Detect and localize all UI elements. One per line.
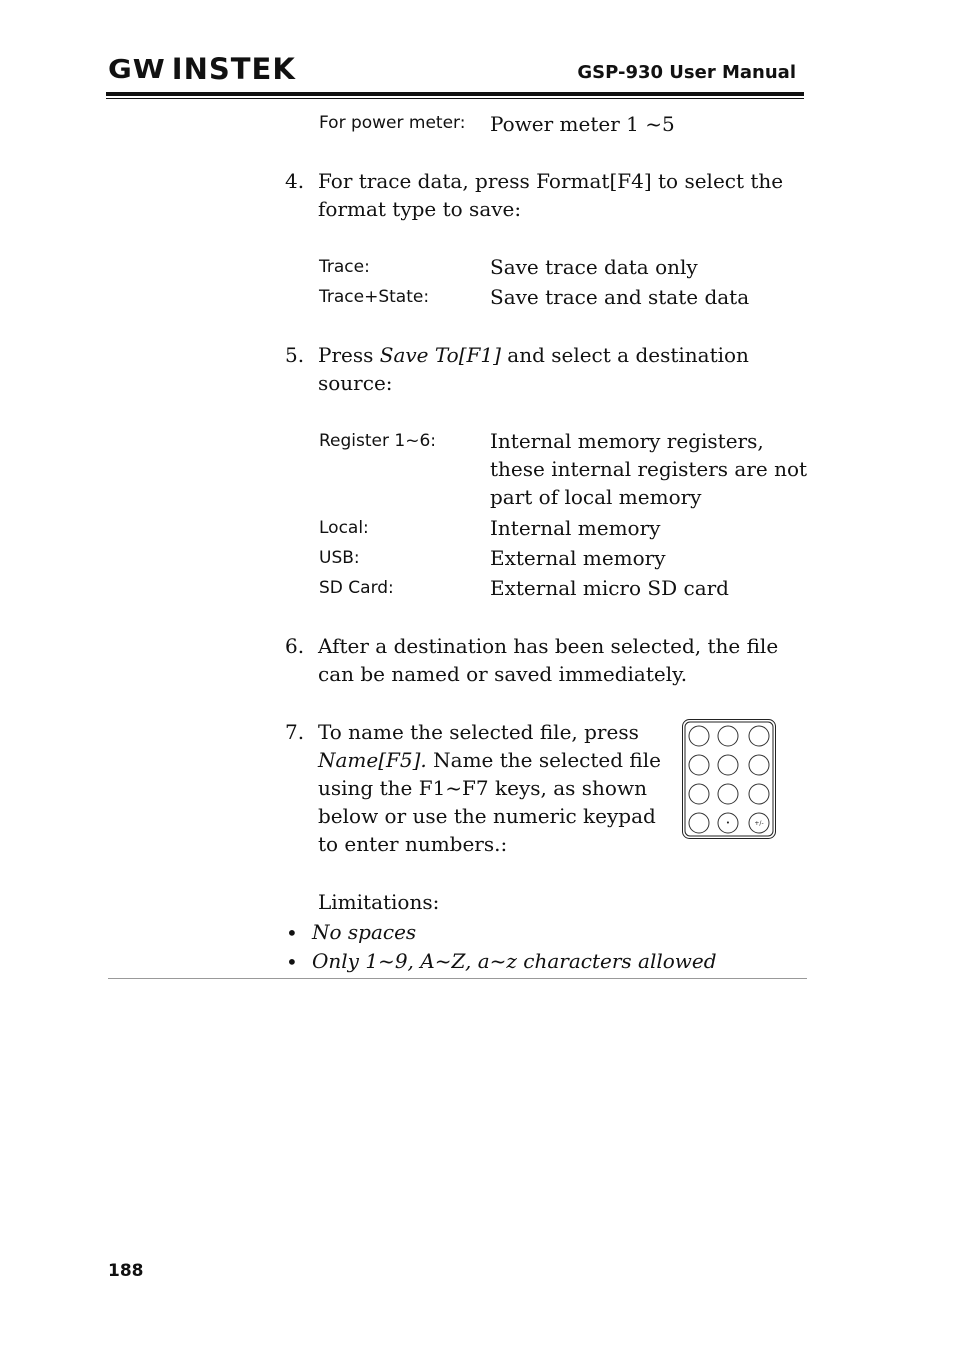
numeric-keypad-icon: [682, 719, 776, 839]
usb-option-value: External memory: [490, 546, 666, 570]
step-6-line2: can be named or saved immediately.: [318, 662, 688, 686]
step-6-line1: After a destination has been selected, the file: [318, 634, 779, 658]
step-6-text: [318, 632, 798, 688]
gw-instek-logo: [108, 53, 296, 85]
keypad-sign-key: +/-: [754, 820, 764, 827]
logo-instek: INSTEK: [171, 52, 296, 86]
trace-state-option-value: Save trace and state data: [490, 285, 750, 309]
step-7-line5: to enter numbers.:: [318, 832, 508, 856]
save-to-key: Save To[F1]: [379, 343, 501, 367]
step-7-line2-rest: Name the selected file: [426, 748, 661, 772]
bullet-marker: •: [286, 921, 298, 945]
step-7-number: 7.: [285, 720, 305, 744]
step-4-number: 4.: [285, 169, 305, 193]
register-value-line1: Internal memory registers,: [490, 429, 764, 453]
register-option-label: Register 1~6:: [319, 431, 436, 451]
step-4-text: [318, 167, 798, 223]
step-5-text: [318, 341, 798, 397]
usb-option-label: USB:: [319, 548, 360, 568]
step-5-number: 5.: [285, 343, 305, 367]
local-option-label: Local:: [319, 518, 369, 538]
keypad-dot-key: •: [725, 819, 731, 827]
page-number: 188: [108, 1261, 144, 1281]
step-6-number: 6.: [285, 634, 305, 658]
name-key: Name[F5].: [318, 748, 427, 772]
local-option-value: Internal memory: [490, 516, 661, 540]
limitation-characters: Only 1~9, A~Z, a~z characters allowed: [312, 949, 717, 973]
trace-state-option-label: Trace+State:: [319, 287, 430, 307]
step-7-line3: using the F1~F7 keys, as shown: [318, 776, 647, 800]
step-5-post: and select a destination: [500, 343, 749, 367]
power-meter-value: Power meter 1 ~5: [490, 112, 675, 136]
trace-option-label: Trace:: [319, 257, 370, 277]
header-rule-thick: [106, 92, 804, 96]
logo-gw: GW: [108, 53, 166, 85]
page-header-title: GSP-930 User Manual: [577, 62, 796, 83]
trace-option-value: Save trace data only: [490, 255, 698, 279]
step-7-text: [318, 718, 678, 858]
limitation-no-spaces: No spaces: [312, 920, 417, 944]
step-4-line2: format type to save:: [318, 197, 522, 221]
register-value-line2: these internal registers are not: [490, 457, 808, 481]
step-7-line1: To name the selected file, press: [318, 720, 639, 744]
sd-card-option-value: External micro SD card: [490, 576, 729, 600]
step-4-line1: For trace data, press Format[F4] to select the: [318, 169, 784, 193]
bullet-marker: •: [286, 950, 298, 974]
power-meter-label: For power meter:: [319, 113, 466, 133]
step-5-pre: Press: [318, 343, 380, 367]
step-7-line4: below or use the numeric keypad: [318, 804, 656, 828]
sd-card-option-label: SD Card:: [319, 578, 394, 598]
register-value-line3: part of local memory: [490, 485, 702, 509]
section-bottom-rule: [108, 978, 807, 979]
header-rule-thin: [106, 98, 804, 99]
step-5-line2: source:: [318, 371, 393, 395]
register-option-value: [490, 427, 807, 511]
limitations-label: Limitations:: [318, 890, 440, 914]
